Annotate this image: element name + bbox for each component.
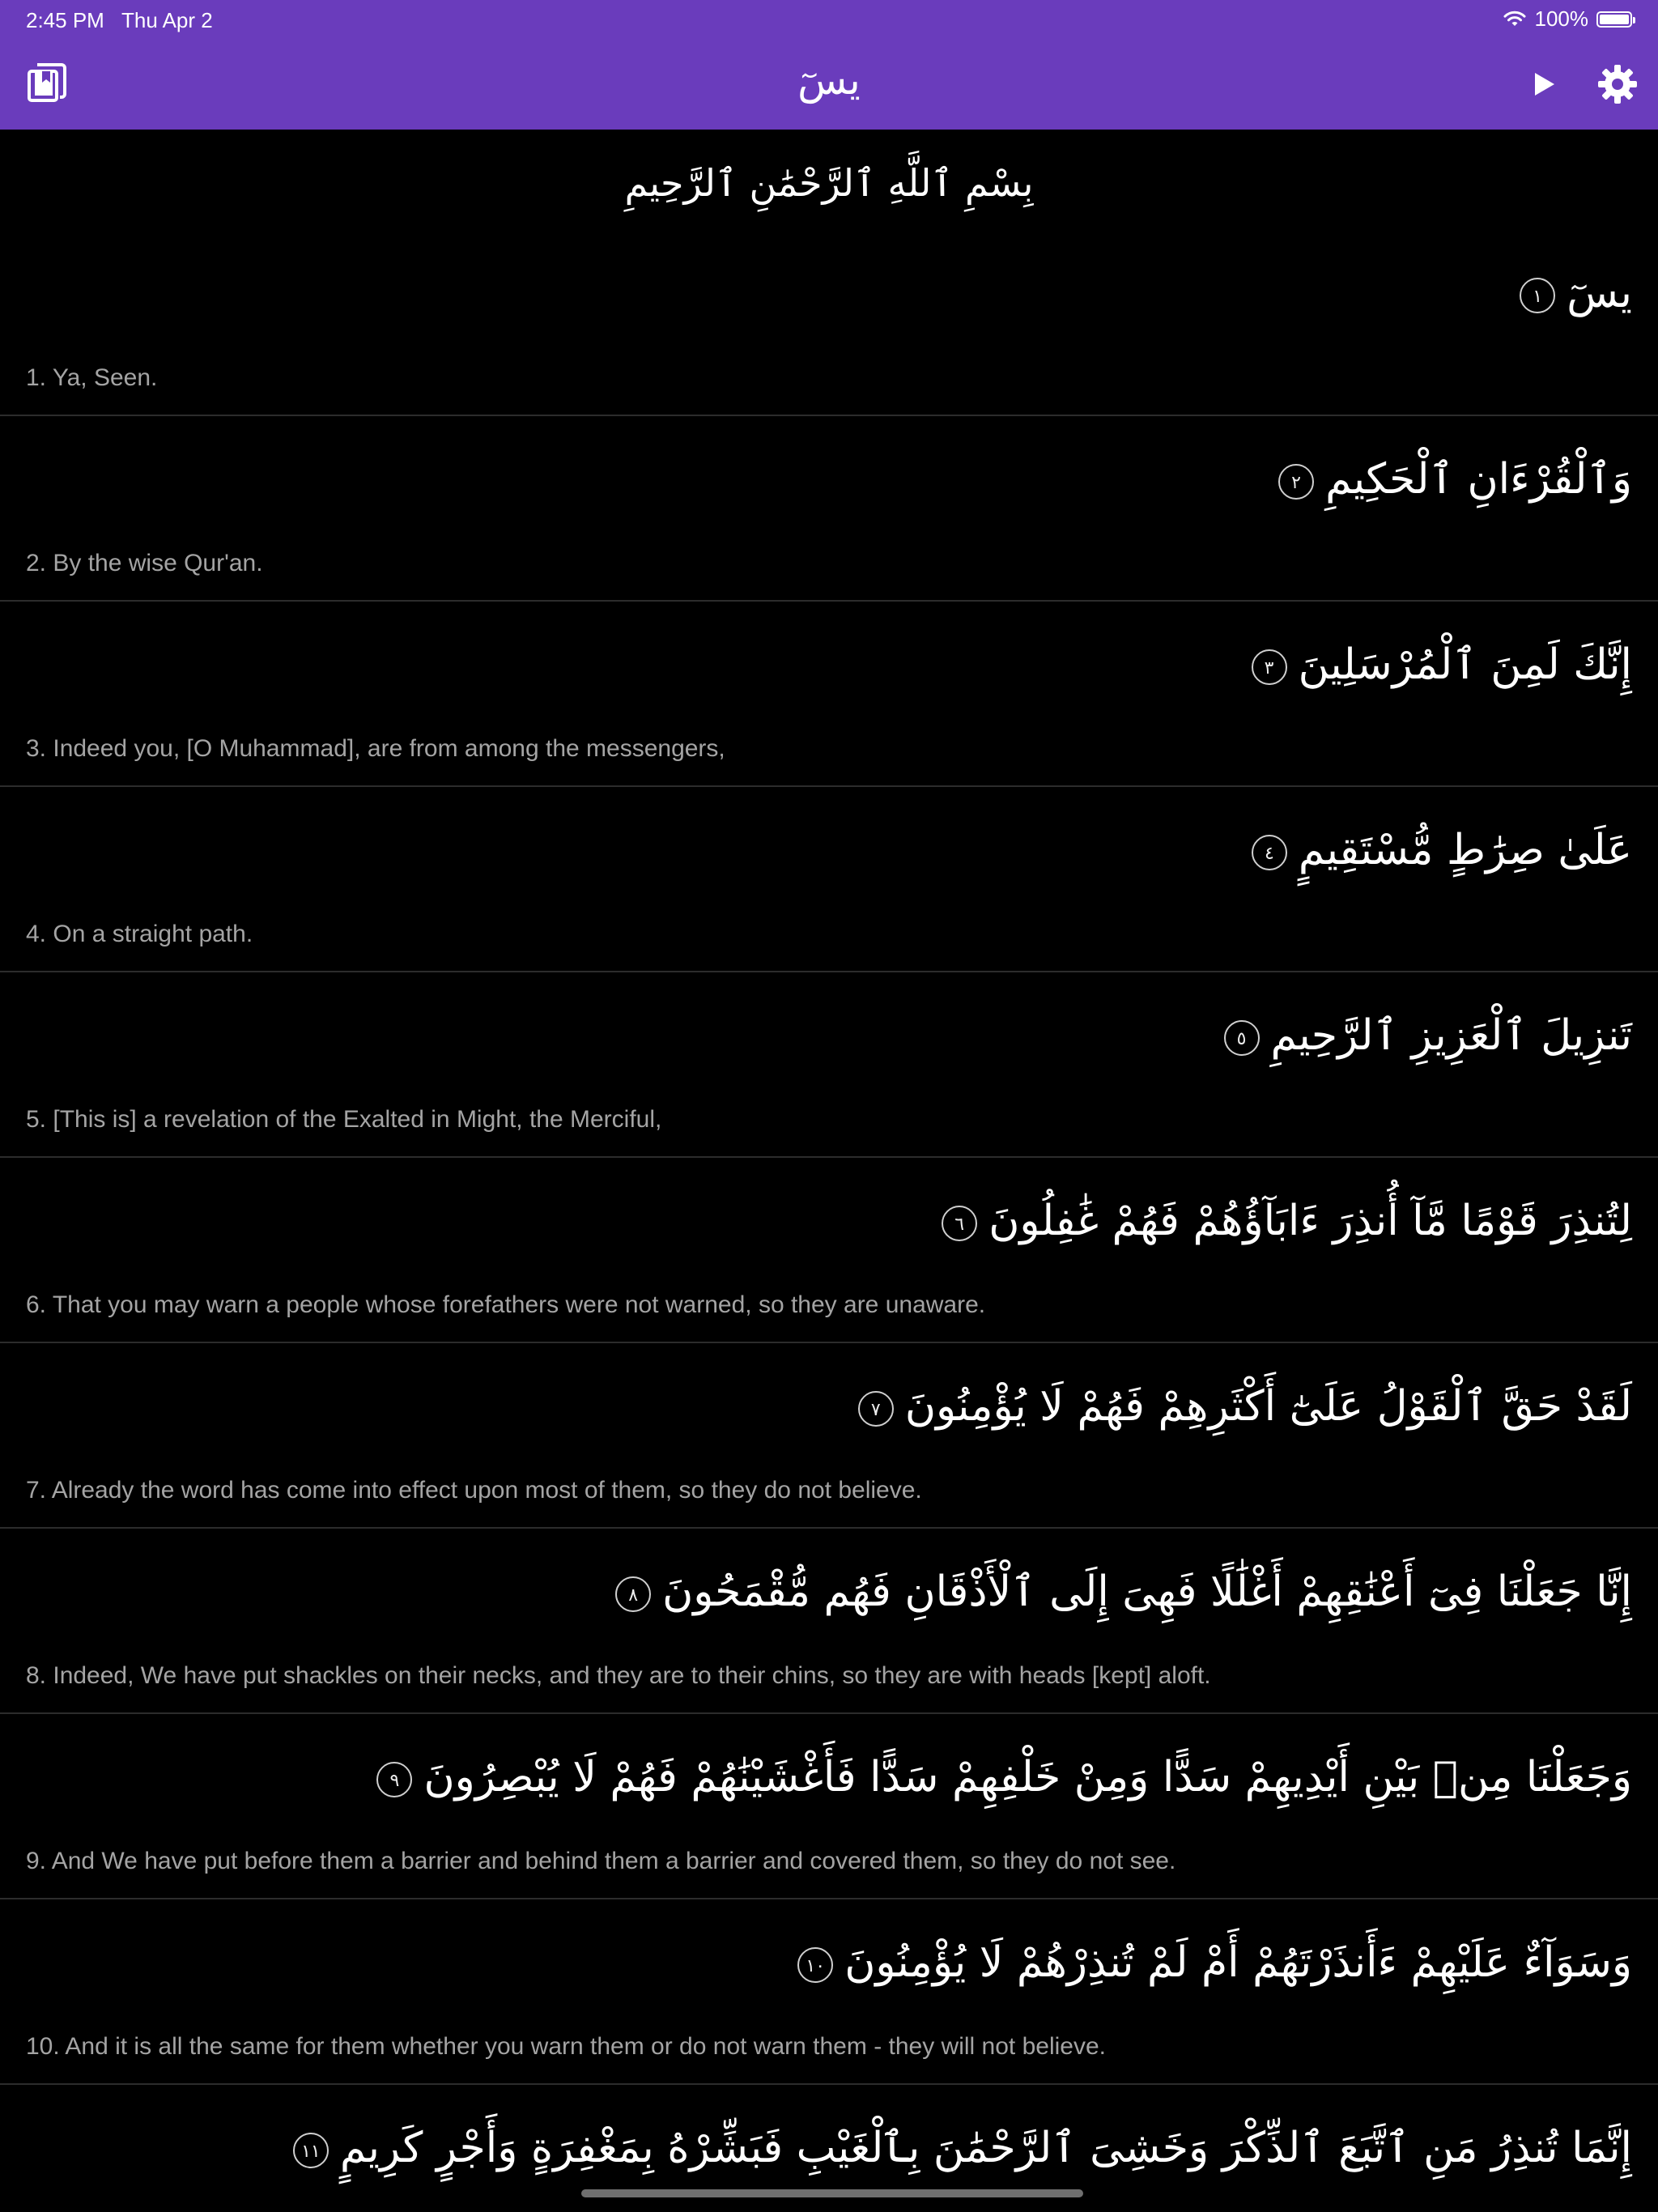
status-time: 2:45 PM	[26, 8, 104, 32]
verse-row[interactable]	[0, 236, 1658, 416]
ayah-number-marker: ٦	[942, 1206, 977, 1241]
verse-row[interactable]	[0, 1714, 1658, 1899]
surah-title: يسٓ	[797, 57, 861, 104]
ayah-number-marker: ٩	[376, 1762, 412, 1797]
verse-row[interactable]	[0, 787, 1658, 972]
verse-list[interactable]	[0, 130, 1658, 2212]
wifi-icon	[1503, 10, 1527, 29]
ayah-number-marker: ٢	[1278, 464, 1314, 500]
ayah-number-marker: ٥	[1224, 1020, 1260, 1056]
verse-arabic: إِنَّا جَعَلْنَا فِىٓ أَعْنَٰقِهِمْ أَغْلَٰلًا فَهِىَ إِلَى ٱلْأَذْقَانِ فَهُم مُّقْمَحُونَ٨	[26, 1559, 1632, 1624]
settings-button[interactable]	[1595, 62, 1640, 107]
verse-translation: 8. Indeed, We have put shackles on their necks, and they are to their chins, so they are with heads [kept] aloft.	[26, 1662, 1211, 1689]
verse-row[interactable]	[0, 416, 1658, 602]
verse-row[interactable]	[0, 1343, 1658, 1529]
verse-translation: 9. And We have put before them a barrier and behind them a barrier and covered them, so they do not see.	[26, 1848, 1176, 1874]
verse-arabic: لِتُنذِرَ قَوْمًا مَّآ أُنذِرَ ءَابَآؤُهُمْ فَهُمْ غَٰفِلُونَ٦	[26, 1189, 1632, 1253]
verse-translation: 6. That you may warn a people whose forefathers were not warned, so they are unaware.	[26, 1291, 986, 1318]
verse-row[interactable]	[0, 1529, 1658, 1714]
verse-arabic: وَسَوَآءٌ عَلَيْهِمْ ءَأَنذَرْتَهُمْ أَمْ لَمْ تُنذِرْهُمْ لَا يُؤْمِنُونَ١٠	[26, 1930, 1632, 1995]
nav-bar	[0, 39, 1658, 130]
ayah-number-marker: ١٠	[797, 1947, 833, 1983]
verse-arabic: وَٱلْقُرْءَانِ ٱلْحَكِيمِ٢	[26, 447, 1632, 512]
verse-translation: 2. By the wise Qur'an.	[26, 550, 263, 576]
ayah-number-marker: ١	[1520, 278, 1555, 313]
ayah-number-marker: ٣	[1252, 649, 1287, 685]
verse-arabic: يسٓ١	[26, 261, 1632, 325]
status-bar	[0, 0, 1658, 39]
ayah-number-marker: ٧	[858, 1391, 894, 1427]
play-icon	[1520, 62, 1566, 107]
verse-arabic: تَنزِيلَ ٱلْعَزِيزِ ٱلرَّحِيمِ٥	[26, 1003, 1632, 1068]
ayah-number-marker: ١١	[293, 2133, 329, 2168]
gear-icon	[1595, 62, 1640, 107]
verse-arabic: لَقَدْ حَقَّ ٱلْقَوْلُ عَلَىٰٓ أَكْثَرِهِمْ فَهُمْ لَا يُؤْمِنُونَ٧	[26, 1374, 1632, 1439]
battery-percent: 100%	[1534, 6, 1588, 31]
verse-arabic: وَجَعَلْنَا مِنۢ بَيْنِ أَيْدِيهِمْ سَدًّا وَمِنْ خَلْفِهِمْ سَدًّا فَأَغْشَيْنَٰهُمْ فَهُمْ لَا يُبْصِرُونَ٩	[26, 1745, 1632, 1810]
play-button[interactable]	[1520, 62, 1566, 107]
status-date: Thu Apr 2	[121, 8, 213, 32]
status-right	[1503, 6, 1633, 32]
bismillah: بِسْمِ ٱللَّهِ ٱلرَّحْمَٰنِ ٱلرَّحِيمِ	[624, 161, 1034, 205]
ayah-number-marker: ٨	[615, 1576, 651, 1612]
verse-translation: 1. Ya, Seen.	[26, 364, 158, 391]
verse-row[interactable]	[0, 972, 1658, 1158]
battery-icon	[1596, 11, 1632, 28]
home-indicator[interactable]	[581, 2189, 1083, 2197]
verse-translation: 3. Indeed you, [O Muhammad], are from among the messengers,	[26, 735, 725, 762]
verse-translation: 10. And it is all the same for them whether you warn them or do not warn them - they will not believe.	[26, 2033, 1106, 2060]
verse-row[interactable]	[0, 1899, 1658, 2085]
verse-translation: 5. [This is] a revelation of the Exalted in Might, the Merciful,	[26, 1106, 662, 1133]
verse-arabic: عَلَىٰ صِرَٰطٍ مُّسْتَقِيمٍ٤	[26, 818, 1632, 883]
verse-translation: 7. Already the word has come into effect upon most of them, so they do not believe.	[26, 1477, 922, 1504]
verse-translation: 4. On a straight path.	[26, 921, 253, 947]
ayah-number-marker: ٤	[1252, 835, 1287, 870]
verse-row[interactable]	[0, 602, 1658, 787]
verse-arabic: إِنَّمَا تُنذِرُ مَنِ ٱتَّبَعَ ٱلذِّكْرَ وَخَشِىَ ٱلرَّحْمَٰنَ بِٱلْغَيْبِ فَبَشِّرْهُ بِمَغْفِرَةٍ وَأَجْرٍ كَرِيمٍ١١	[26, 2116, 1632, 2180]
verse-row[interactable]	[0, 1158, 1658, 1343]
verse-arabic: إِنَّكَ لَمِنَ ٱلْمُرْسَلِينَ٣	[26, 632, 1632, 697]
